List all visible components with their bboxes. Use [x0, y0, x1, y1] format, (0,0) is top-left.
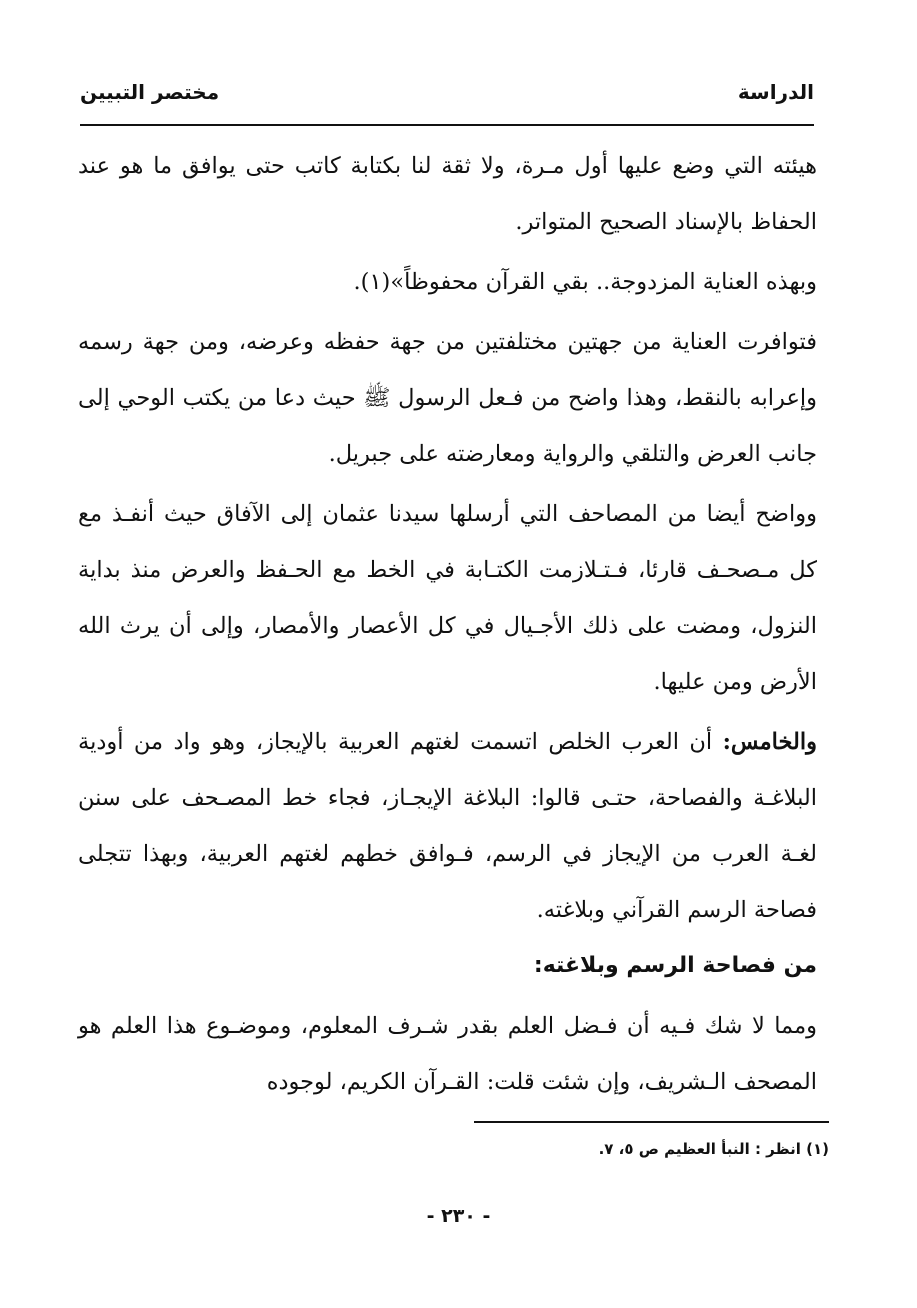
paragraph-5	[78, 714, 817, 938]
paragraph-text: أن العرب الخلص اتسمت لغتهم العربية بالإيجاز، وهو واد من أودية البلاغـة والفصاحة، حتـى قالوا: البلاغة الإيجـاز، فجاء خط المصـحف على سنن لغـة العرب من الإيجاز في الرسم، فـوافق خطهم لغتهم العربية، وبهذا تتجلى فصاحة الرسم القرآني وبلاغته.	[78, 729, 817, 923]
header-divider	[80, 124, 814, 126]
paragraph-text: وبهذه العناية المزدوجة.. بقي القرآن محفوظاً»(١).	[353, 269, 817, 295]
running-header	[80, 74, 814, 114]
book-title: مختصر التبيين	[80, 80, 220, 104]
footnote: (١) انظر : النبأ العظيم ص ٥، ٧.	[598, 1140, 829, 1158]
paragraph-2	[78, 254, 817, 310]
paragraph-4	[78, 486, 817, 710]
paragraph-lead: والخامس:	[722, 729, 817, 755]
paragraph-1	[78, 138, 817, 250]
body-text	[78, 138, 817, 1110]
paragraph-3	[78, 314, 817, 482]
page-number: - ٢٣٠ -	[426, 1205, 491, 1227]
chapter-title: الدراسة	[737, 80, 814, 104]
section-subheading: من فصاحة الرسم وبلاغته:	[533, 953, 817, 978]
paragraph-text: ومما لا شك فـيه أن فـضل العلم بقدر شـرف المعلوم، وموضـوع هذا العلم هو المصحف الـشريف، وإن شئت قلت: القـرآن الكريم، لوجوده	[78, 1013, 817, 1095]
paragraph-6	[78, 998, 817, 1110]
paragraph-text: هيئته التي وضع عليها أول مـرة، ولا ثقة لنا بكتابة كاتب حتى يوافق ما هو عند الحفاظ بالإسناد الصحيح المتواتر.	[78, 153, 817, 235]
paragraph-text: فتوافرت العناية من جهتين مختلفتين من جهة حفظه وعرضه، ومن جهة رسمه وإعرابه بالنقط، وهذا واضح من فـعل الرسول ﷺ حيث دعا من يكتب الوحي إلى جانب العرض والتلقي والرواية ومعارضته على جبريل.	[78, 329, 817, 467]
paragraph-text: وواضح أيضا من المصاحف التي أرسلها سيدنا عثمان إلى الآفاق حيث أنفـذ مع كل مـصحـف قارئا، فـتـلازمت الكتـابة في الخط مع الحـفظ والعرض منذ بداية النزول، ومضت على ذلك الأجـيال في كل الأعصار والأمصار، وإلى أن يرث الله الأرض ومن عليها.	[78, 501, 817, 695]
footnote-divider	[474, 1121, 829, 1123]
